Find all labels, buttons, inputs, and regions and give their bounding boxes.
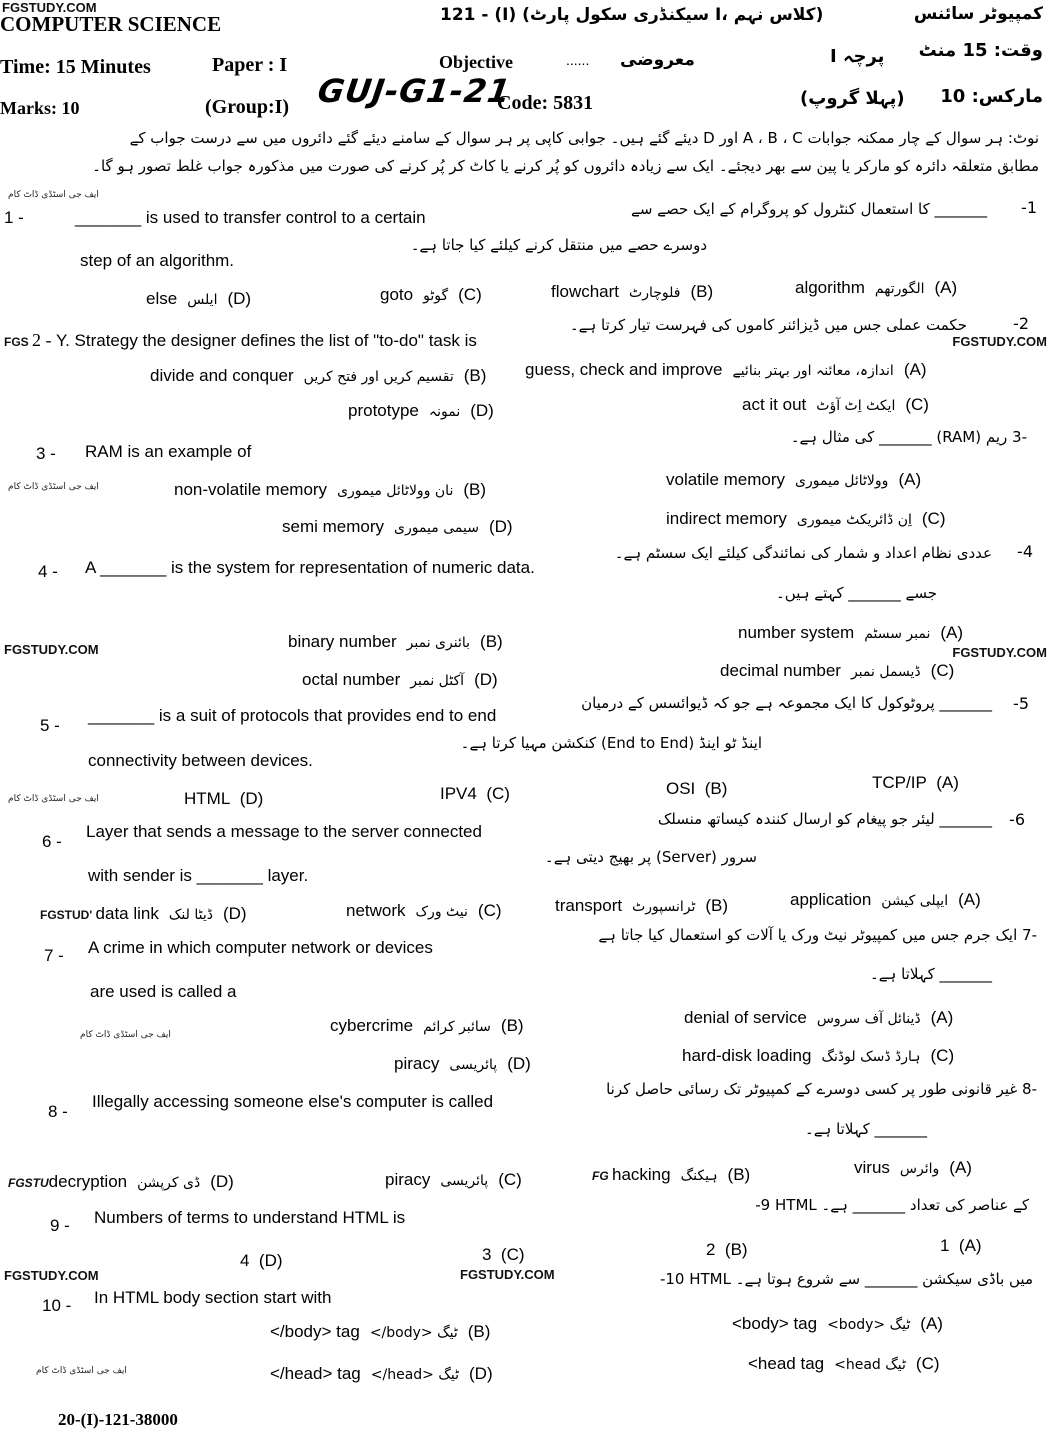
q6-text-ur-2: سرور (Server) پر بھیج دیتی ہے۔	[544, 848, 757, 866]
q10-option-a[interactable]: <body> tag <body> ٹیگ (A)	[732, 1314, 943, 1333]
q3-option-d[interactable]: semi memory سیمی میموری (D)	[282, 517, 513, 536]
q4-number-ur: -4	[1017, 542, 1033, 561]
q8-text-ur-1: -8 غیر قانونی طور پر کسی دوسرے کے کمپیوٹر تک رسائی حاصل کرنا	[606, 1080, 1037, 1098]
q7-option-d[interactable]: piracy پائریسی (D)	[394, 1054, 531, 1073]
q10-option-d[interactable]: </head> tag </head> ٹیگ (D)	[270, 1364, 493, 1383]
q5-text-ur-1: _______ پروٹوکول کا ایک مجموعہ ہے جو کہ ڈیوائسس کے درمیان	[581, 694, 992, 712]
watermark-en: FGSTUDY.COM	[952, 645, 1047, 660]
q7-text-ur-1: -7 ایک جرم جس میں کمپیوٹر نیٹ ورک یا آلات کو استعمال کیا جاتا ہے	[598, 926, 1037, 944]
q5-text-en-1: _______ is a suit of protocols that provides end to end	[88, 706, 497, 725]
watermark-en: FGSTUDY.COM	[4, 642, 99, 657]
time-ur: وقت: 15 منٹ	[918, 40, 1043, 61]
q4-text-ur-1: عددی نظام اعداد و شمار کی نمائندگی کیلئے ایک سسٹم ہے۔	[614, 544, 992, 562]
q3-option-b[interactable]: non-volatile memory نان وولاٹائل میموری (B)	[174, 480, 487, 499]
q6-text-en-2: with sender is _______ layer.	[88, 866, 309, 885]
objective-ur: معروضی	[620, 50, 695, 70]
q7-number-en: 7 -	[44, 946, 64, 965]
q1-text-en-2: step of an algorithm.	[80, 251, 235, 270]
watermark-top: FGSTUDY.COM	[2, 0, 97, 15]
q7-option-c[interactable]: hard-disk loading ہارڈ ڈسک لوڈنگ (C)	[682, 1046, 955, 1065]
q2-option-d[interactable]: prototype نمونہ (D)	[348, 401, 494, 420]
q1-number-en: 1 -	[4, 208, 24, 227]
note-line-2: مطابق متعلقہ دائرہ کو مارکر یا پین سے بھر دیجئے۔ ایک سے زیادہ دائروں کو پُر کرنے یا کاٹ کر پُر کرنے کی صورت میں مذکورہ جواب غلط تصور ہو گا۔	[92, 157, 1039, 175]
q4-text-ur-2: جسے _______ کہتے ہیں۔	[775, 584, 937, 602]
q6-number-en: 6 -	[42, 832, 62, 851]
q2-option-b[interactable]: divide and conquer تقسیم کریں اور فتح کریں (B)	[150, 366, 487, 385]
q9-text-en: Numbers of terms to understand HTML is	[94, 1208, 406, 1227]
q7-option-b[interactable]: cybercrime سائبر کرائم (B)	[330, 1016, 524, 1035]
marks-ur: مارکس: 10	[940, 86, 1043, 107]
paper-code-line-ur: 121 - (I) (سیکنڈری سکول پارٹ I، کلاس نہم)	[440, 5, 824, 25]
q8-option-d[interactable]: FGSTUdecryption ڈی کرپشن (D)	[8, 1172, 234, 1191]
q1-text-en-1: _______ is used to transfer control to a certain	[75, 208, 426, 227]
q8-option-c[interactable]: piracy پائریسی (C)	[385, 1170, 522, 1189]
q5-option-a[interactable]: TCP/IP (A)	[872, 773, 959, 792]
q3-number-en: 3 -	[36, 444, 56, 463]
group-ur: (پہلا گروپ)	[800, 88, 905, 109]
paper-en: Paper : I	[212, 54, 288, 76]
q6-option-d[interactable]: FGSTUD' data link ڈیٹا لنک (D)	[40, 904, 247, 923]
q6-option-a[interactable]: application ایپلی کیشن (A)	[790, 890, 981, 909]
q3-option-c[interactable]: indirect memory اِن ڈائریکٹ میموری (C)	[666, 509, 946, 528]
q5-option-d[interactable]: HTML (D)	[184, 789, 264, 808]
q5-number-ur: -5	[1013, 694, 1029, 713]
watermark-ur: ایف جی اسٹڈی ڈاٹ کام	[80, 1030, 171, 1040]
q9-option-d[interactable]: 4 (D)	[240, 1251, 283, 1270]
q4-text-en: A _______ is the system for representation of numeric data.	[85, 558, 535, 577]
q8-text-ur-2: _______ کہلاتا ہے۔	[804, 1120, 927, 1138]
watermark-en: FGSTUDY.COM	[952, 334, 1047, 349]
q1-option-d[interactable]: else ایلس (D)	[146, 289, 252, 308]
q6-text-en-1: Layer that sends a message to the server connected	[86, 822, 482, 841]
q5-option-c[interactable]: IPV4 (C)	[440, 784, 510, 803]
q4-option-d[interactable]: octal number آکٹل نمبر (D)	[302, 670, 498, 689]
q5-text-en-2: connectivity between devices.	[88, 751, 313, 770]
q5-option-b[interactable]: OSI (B)	[666, 779, 728, 798]
watermark-ur: ایف جی اسٹڈی ڈاٹ کام	[36, 1366, 127, 1376]
watermark-ur: ایف جی اسٹڈی ڈاٹ کام	[8, 794, 99, 804]
q9-option-a[interactable]: 1 (A)	[940, 1236, 982, 1255]
q10-option-b[interactable]: </body> tag </body> ٹیگ (B)	[270, 1322, 491, 1341]
q6-number-ur: -6	[1009, 810, 1025, 829]
subject-title-en: COMPUTER SCIENCE	[0, 12, 222, 36]
q1-option-b[interactable]: flowchart فلوچارٹ (B)	[551, 282, 714, 301]
q2-line-en: FGS 2 - Y. Strategy the designer defines the list of "to-do" task is	[4, 330, 477, 350]
q4-option-a[interactable]: number system نمبر سسٹم (A)	[738, 623, 964, 642]
q6-option-c[interactable]: network نیٹ ورک (C)	[346, 901, 502, 920]
q3-option-a[interactable]: volatile memory وولاٹائل میموری (A)	[666, 470, 922, 489]
q10-number-en: 10 -	[42, 1296, 72, 1315]
q1-text-ur-1: _______ کا استعمال کنٹرول کو پروگرام کے ایک حصے سے	[631, 200, 987, 218]
q4-option-c[interactable]: decimal number ڈیسمل نمبر (C)	[720, 661, 955, 680]
paper-ur: پرچہ I	[830, 46, 885, 67]
q9-option-b[interactable]: 2 (B)	[706, 1240, 748, 1259]
q5-text-ur-2: اینڈ ٹو اینڈ (End to End) کنکشن مہیا کرتا ہے۔	[460, 734, 762, 752]
q2-text-ur: حکمت عملی جس میں ڈیزائنر کاموں کی فہرست تیار کرتا ہے۔	[569, 316, 967, 334]
footer-code: 20-(I)-121-38000	[58, 1410, 178, 1429]
code-en: Code: 5831	[497, 92, 594, 114]
q8-option-a[interactable]: virus وائرس (A)	[854, 1158, 972, 1177]
q8-option-b[interactable]: FG hacking ہیکنگ (B)	[592, 1165, 751, 1184]
dots: ......	[566, 52, 590, 68]
time-en: Time: 15 Minutes	[0, 56, 151, 78]
q1-option-c[interactable]: goto گوٹو (C)	[380, 285, 482, 304]
q1-text-ur-2: دوسرے حصے میں منتقل کرنے کیلئے کیا جاتا ہے۔	[410, 236, 707, 254]
q2-option-a[interactable]: guess, check and improve اندازہ، معائنہ اور بہتر بنائیے (A)	[525, 360, 927, 379]
note-line-1: نوٹ: ہر سوال کے چار ممکنہ جوابات A ، B ، C اور D دیئے گئے ہیں۔ جوابی کاپی پر ہر سوال کے سامنے دیئے گئے دائروں میں سے درست جواب کے	[129, 129, 1039, 147]
q3-text-en: RAM is an example of	[85, 442, 252, 461]
q1-option-a[interactable]: algorithm الگورتھم (A)	[795, 278, 958, 297]
q6-option-b[interactable]: transport ٹرانسپورٹ (B)	[555, 896, 729, 915]
subject-title-ur: کمپیوٹر سائنس	[913, 4, 1043, 24]
q2-option-c[interactable]: act it out ایکٹ اِٹ آؤٹ (C)	[742, 395, 929, 414]
q3-text-ur: -3 ریم (RAM) _______ کی مثال ہے۔	[790, 428, 1027, 446]
q9-number-en: 9 -	[50, 1216, 70, 1235]
watermark-ur: ایف جی اسٹڈی ڈاٹ کام	[8, 482, 99, 492]
q7-option-a[interactable]: denial of service ڈینائل آف سروس (A)	[684, 1008, 954, 1027]
q7-text-en-2: are used is called a	[90, 982, 237, 1001]
instructions-note	[9, 124, 1039, 180]
watermark-en: FGSTUDY.COM	[460, 1267, 555, 1282]
handwritten-code: GUJ-G1-21	[315, 72, 514, 110]
watermark-en: FGSTUDY.COM	[4, 1268, 99, 1283]
objective-en: Objective	[439, 52, 513, 72]
q10-text-en: In HTML body section start with	[94, 1288, 332, 1307]
q9-option-c[interactable]: 3 (C)	[482, 1245, 525, 1264]
q4-option-b[interactable]: binary number بائنری نمبر (B)	[288, 632, 503, 651]
q7-text-ur-2: _______ کہلاتا ہے۔	[869, 965, 992, 983]
q10-option-c[interactable]: <head tag <head ٹیگ (C)	[748, 1354, 940, 1373]
q2-number-ur: -2	[1013, 314, 1029, 333]
q7-text-en-1: A crime in which computer network or devices	[88, 938, 433, 957]
q6-text-ur-1: _______ لیئر جو پیغام کو ارسال کنندہ کیساتھ منسلک	[657, 810, 992, 828]
q8-number-en: 8 -	[48, 1102, 68, 1121]
q5-number-en: 5 -	[40, 716, 60, 735]
q10-text-ur: -10 HTML میں باڈی سیکشن _______ سے شروع ہوتا ہے۔	[659, 1270, 1033, 1288]
watermark-ur: ایف جی اسٹڈی ڈاٹ کام	[8, 190, 99, 200]
q9-text-ur: -9 HTML کے عناصر کی تعداد _______ ہے۔	[755, 1196, 1029, 1214]
group-en: (Group:I)	[205, 96, 290, 118]
q4-number-en: 4 -	[38, 562, 58, 581]
marks-en: Marks: 10	[0, 98, 80, 118]
q8-text-en: Illegally accessing someone else's computer is called	[92, 1092, 494, 1111]
q1-number-ur: -1	[1021, 198, 1037, 217]
